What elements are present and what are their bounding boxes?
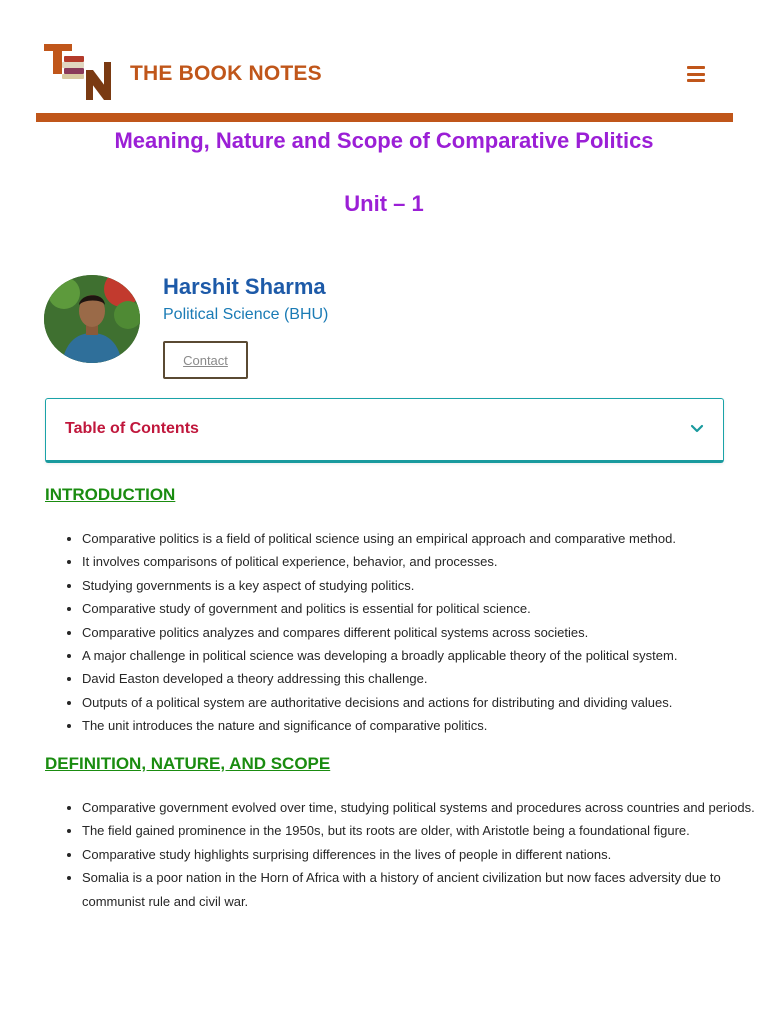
- page-title: Meaning, Nature and Scope of Comparative Politics: [114, 128, 654, 153]
- author-avatar: [44, 275, 140, 363]
- list-item: • Comparative politics analyzes and compares different political systems across societies.: [82, 621, 768, 644]
- list-item: • Comparative study highlights surprising differences in the lives of people in different nations.: [82, 843, 762, 866]
- list-item: • It involves comparisons of political experience, behavior, and processes.: [82, 550, 768, 573]
- page-subtitle: Unit – 1: [344, 191, 424, 216]
- hamburger-icon[interactable]: [687, 66, 705, 82]
- author-name[interactable]: Harshit Sharma: [163, 274, 326, 299]
- definition-list: [45, 796, 762, 913]
- section-heading-definition: DEFINITION, NATURE, AND SCOPE: [45, 754, 331, 773]
- list-item: • Outputs of a political system are authoritative decisions and actions for distributing and dividing values.: [82, 691, 768, 714]
- list-item: • Comparative government evolved over time, studying political systems and procedures across countries and periods.: [82, 796, 762, 819]
- chevron-down-icon[interactable]: [689, 421, 705, 437]
- list-item: • The field gained prominence in the 1950s, but its roots are older, with Aristotle being a foundational figure.: [82, 819, 762, 842]
- list-item: • Studying governments is a key aspect of studying politics.: [82, 574, 768, 597]
- list-item: • Comparative study of government and politics is essential for political science.: [82, 597, 768, 620]
- site-header: [36, 36, 733, 122]
- contact-button[interactable]: Contact: [163, 341, 248, 379]
- list-item: • David Easton developed a theory addressing this challenge.: [82, 667, 768, 690]
- section-heading-introduction: INTRODUCTION: [45, 485, 176, 504]
- site-brand-name[interactable]: THE BOOK NOTES: [130, 62, 322, 85]
- site-logo[interactable]: [42, 42, 114, 102]
- list-item: • Somalia is a poor nation in the Horn of Africa with a history of ancient civilization but now faces adversity due to communist rule and civil war.: [82, 866, 762, 913]
- list-item: • Comparative politics is a field of political science using an empirical approach and comparative method.: [82, 527, 768, 550]
- author-role: Political Science (BHU): [163, 306, 329, 323]
- introduction-list: [45, 527, 768, 738]
- toc-label: Table of Contents: [65, 420, 199, 437]
- table-of-contents-toggle[interactable]: [45, 398, 724, 463]
- list-item: • The unit introduces the nature and significance of comparative politics.: [82, 714, 768, 737]
- list-item: • A major challenge in political science was developing a broadly applicable theory of the political system.: [82, 644, 768, 667]
